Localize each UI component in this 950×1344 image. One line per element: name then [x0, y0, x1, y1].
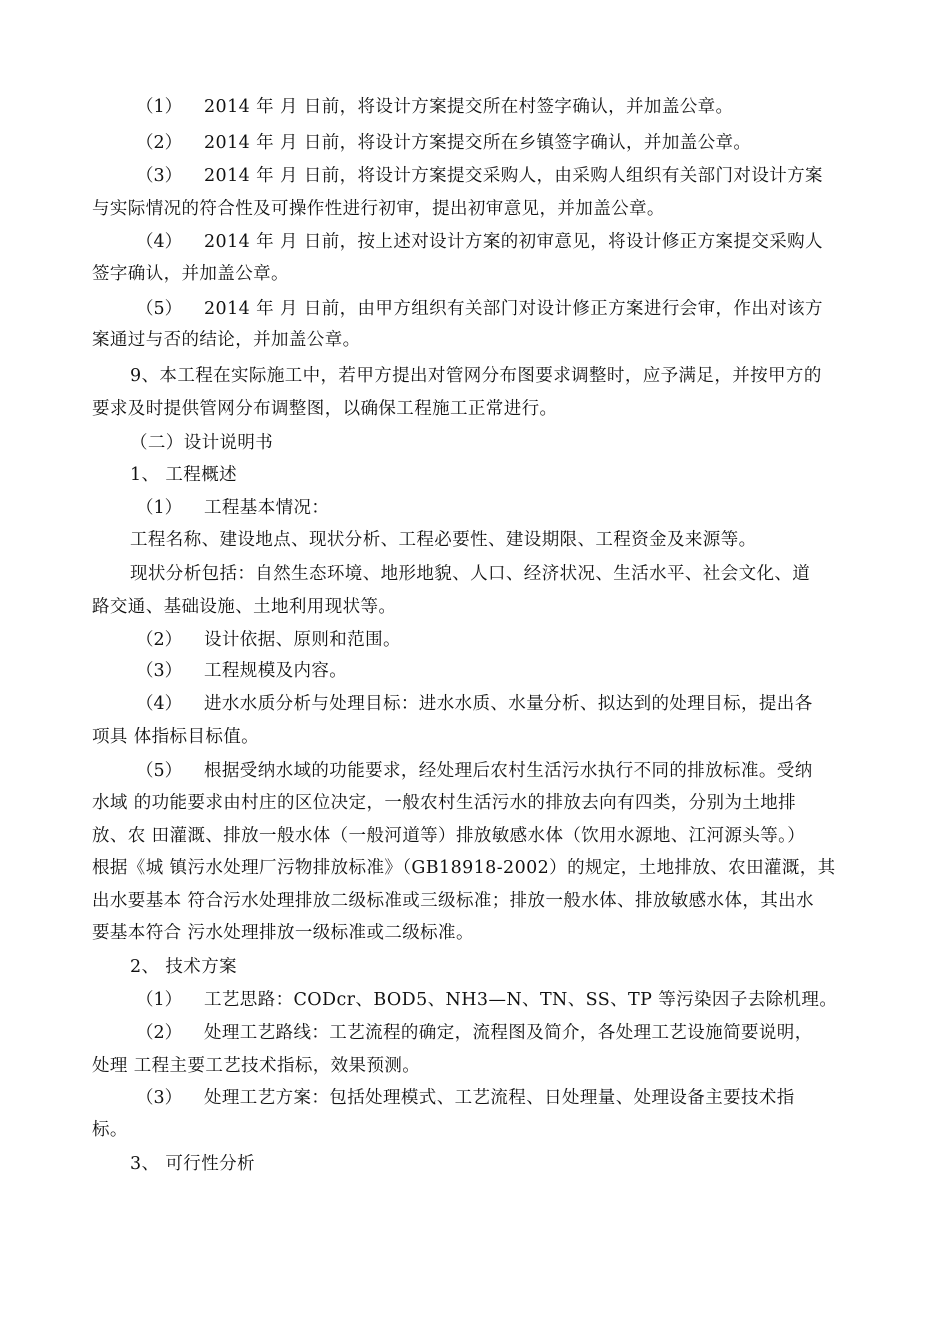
text-line: 工程名称、建设地点、现状分析、工程必要性、建设期限、工程资金及来源等。 [130, 530, 757, 550]
text-line: 2014 年 月 日前，将设计方案提交所在乡镇签字确认，并加盖公章。 [204, 133, 752, 153]
text-line: 水域 的功能要求由村庄的区位决定，一般农村生活污水的排放去向有四类，分别为土地排 [92, 793, 797, 813]
list-marker: （3） [136, 166, 183, 186]
text-line: 2014 年 月 日前，将设计方案提交所在村签字确认，并加盖公章。 [204, 97, 734, 117]
text-line: 工程规模及内容。 [204, 661, 348, 681]
text-line: 进水水质分析与处理目标：进水水质、水量分析、拟达到的处理目标，提出各 [204, 694, 813, 714]
section-heading: （二）设计说明书 [130, 433, 274, 453]
text-line: 2014 年 月 日前，将设计方案提交采购人，由采购人组织有关部门对设计方案 [204, 166, 823, 186]
text-line: 9、本工程在实际施工中，若甲方提出对管网分布图要求调整时，应予满足，并按甲方的 [130, 366, 822, 386]
text-line: 处理 工程主要工艺技术指标，效果预测。 [92, 1056, 421, 1076]
text-line: 路交通、基础设施、土地利用现状等。 [92, 597, 397, 617]
text-line: 要求及时提供管网分布调整图，以确保工程施工正常进行。 [92, 399, 558, 419]
section-heading: 2、 技术方案 [130, 957, 237, 977]
text-line: 根据受纳水域的功能要求，经处理后农村生活污水执行不同的排放标准。受纳 [204, 761, 813, 781]
text-line: 2014 年 月 日前，按上述对设计方案的初审意见，将设计修正方案提交采购人 [204, 232, 823, 252]
text-line: 处理工艺方案：包括处理模式、工艺流程、日处理量、处理设备主要技术指 [204, 1088, 795, 1108]
text-line: 标。 [92, 1120, 128, 1140]
text-line: 出水要基本 符合污水处理排放二级标准或三级标准；排放一般水体、排放敏感水体，其出水 [92, 891, 814, 911]
section-heading: 3、 可行性分析 [130, 1154, 255, 1174]
text-line: 要基本符合 污水处理排放一级标准或二级标准。 [92, 923, 474, 943]
text-line: 与实际情况的符合性及可操作性进行初审，提出初审意见，并加盖公章。 [92, 199, 665, 219]
list-marker: （1） [136, 990, 183, 1010]
text-line: 签字确认，并加盖公章。 [92, 264, 289, 284]
text-line: 工艺思路：CODcr、BOD5、NH3—N、TN、SS、TP 等污染因子去除机理。 [204, 990, 838, 1010]
list-marker: （2） [136, 630, 183, 650]
text-line: 案通过与否的结论，并加盖公章。 [92, 330, 361, 350]
list-marker: （1） [136, 97, 183, 117]
list-marker: （4） [136, 694, 183, 714]
list-marker: （2） [136, 1023, 183, 1043]
list-marker: （5） [136, 761, 183, 781]
text-line: 放、农 田灌溉、排放一般水体（一般河道等）排放敏感水体（饮用水源地、江河源头等。） [92, 826, 806, 846]
text-line: 现状分析包括：自然生态环境、地形地貌、人口、经济状况、生活水平、社会文化、道 [130, 564, 811, 584]
list-marker: （3） [136, 661, 183, 681]
text-line: 处理工艺路线：工艺流程的确定，流程图及简介，各处理工艺设施简要说明， [204, 1023, 813, 1043]
text-line: 2014 年 月 日前，由甲方组织有关部门对设计修正方案进行会审，作出对该方 [204, 299, 823, 319]
list-marker: （4） [136, 232, 183, 252]
list-marker: （3） [136, 1088, 183, 1108]
text-line: 设计依据、原则和范围。 [204, 630, 401, 650]
list-marker: （2） [136, 133, 183, 153]
text-line: 项具 体指标目标值。 [92, 727, 260, 747]
list-marker: （1） [136, 498, 183, 518]
section-heading: 1、 工程概述 [130, 465, 237, 485]
text-line: 工程基本情况： [204, 498, 330, 518]
text-line: 根据《城 镇污水处理厂污物排放标准》（GB18918-2002）的规定，土地排放、农田灌溉，其 [92, 858, 836, 878]
list-marker: （5） [136, 299, 183, 319]
